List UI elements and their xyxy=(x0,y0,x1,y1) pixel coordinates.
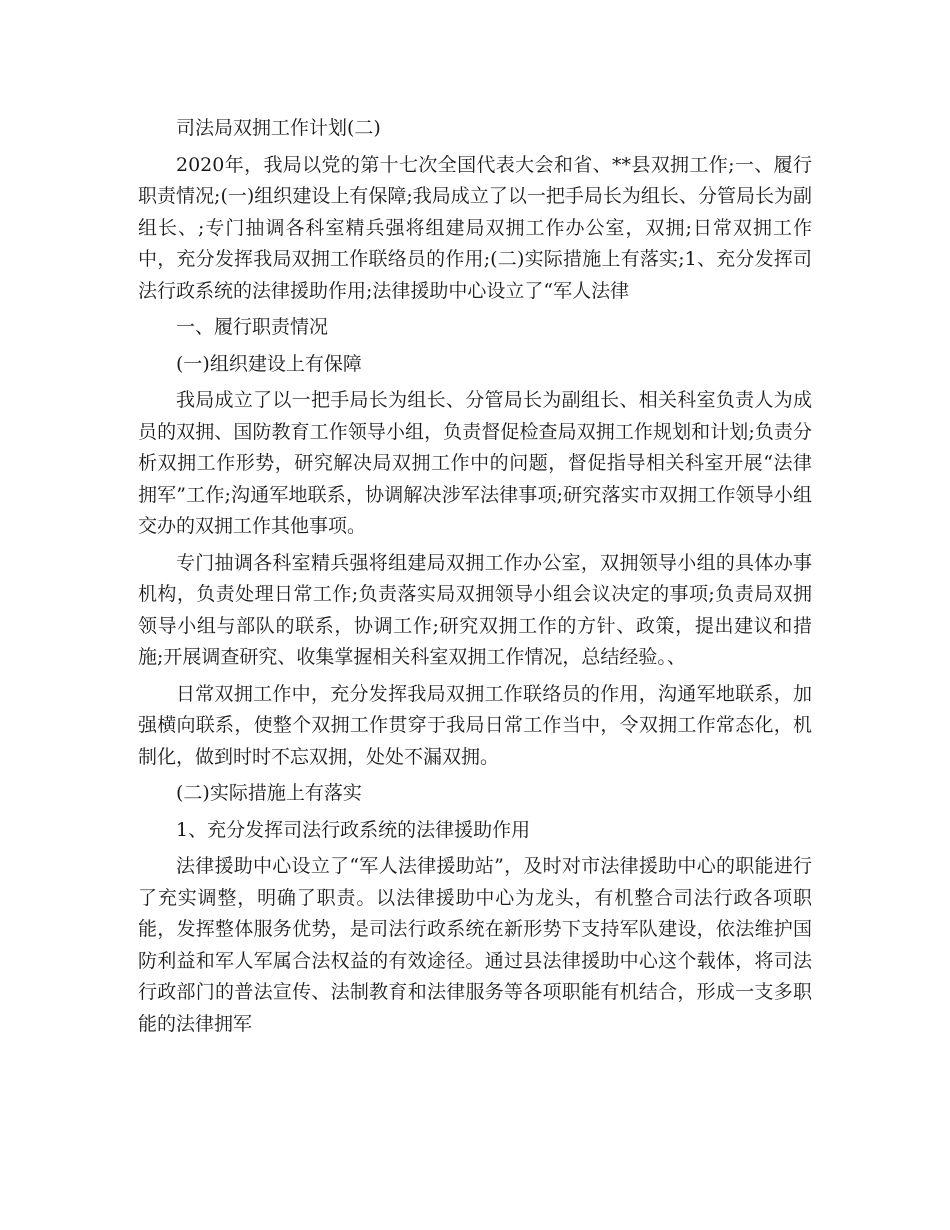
document-title: 司法局双拥工作计划(二) xyxy=(176,117,381,139)
section-heading-duties: 一、履行职责情况 xyxy=(176,316,329,338)
subsection-heading-measures: (二)实际措施上有落实 xyxy=(176,782,362,804)
body-paragraph-legal-aid-center: 法律援助中心设立了“军人法律援助站”，及时对市法律援助中心的职能进行了充实调整，明确了职责。以法律援助中心为龙头，有机整合司法行政各项职能，发挥整体服务优势，是司法行政系统在新形势下支持军队建设，依法维护国防利益和军人军属合法权益的有效途径。通过县法律援助中心这个载体，将司法行政部门的普法宣传、法制教育和法律服务等各项职能有机结合，形成一支多职能的法律拥军 xyxy=(138,855,812,1035)
subsection-heading-organization: (一)组织建设上有保障 xyxy=(176,352,362,375)
body-paragraph-office: 专门抽调各科室精兵强将组建局双拥工作办公室，双拥领导小组的具体办事机构，负责处理日常工作;负责落实局双拥领导小组会议决定的事项;负责局双拥领导小组与部队的联系，协调工作;研究双拥工作的方针、政策，提出建议和措施;开展调查研究、收集掌握相关科室双拥工作情况，总结经验。、 xyxy=(138,551,812,668)
item-heading-legal-aid: 1、充分发挥司法行政系统的法律援助作用 xyxy=(176,818,531,841)
body-paragraph-leadership-group: 我局成立了以一把手局长为组长、分管局长为副组长、相关科室负责人为成员的双拥、国防教育工作领导小组，负责督促检查局双拥工作规划和计划;负责分析双拥工作形势，研究解决局双拥工作中的问题，督促指导相关科室开展“法律拥军”工作;沟通军地联系，协调解决涉军法律事项;研究落实市双拥工作领导小组交办的双拥工作其他事项。 xyxy=(138,389,812,537)
summary-paragraph: 2020年，我局以党的第十七次全国代表大会和省、**县双拥工作;一、履行职责情况;(一)组织建设上有保障;我局成立了以一把手局长为组长、分管局长为副组长、;专门抽调各科室精兵强将组建局双拥工作办公室，双拥;日常双拥工作中，充分发挥我局双拥工作联络员的作用;(二)实际措施上有落实;1、充分发挥司法行政系统的法律援助作用;法律援助中心设立了“军人法律 xyxy=(138,153,812,302)
body-paragraph-daily-work: 日常双拥工作中，充分发挥我局双拥工作联络员的作用，沟通军地联系，加强横向联系，使整个双拥工作贯穿于我局日常工作当中，令双拥工作常态化，机制化，做到时时不忘双拥，处处不漏双拥。 xyxy=(138,682,812,768)
